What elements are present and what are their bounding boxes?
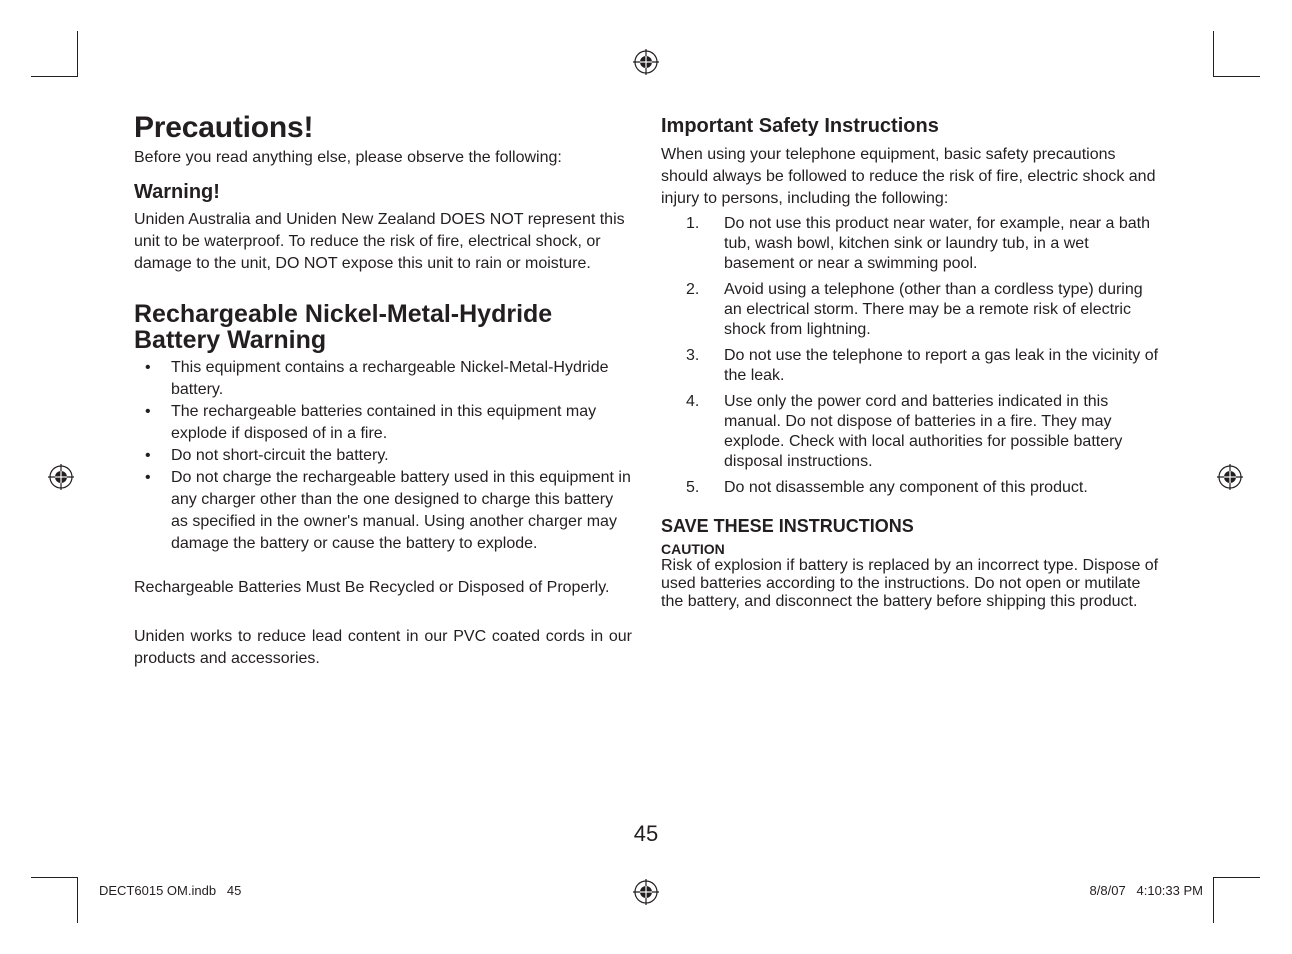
registration-mark-icon bbox=[633, 879, 659, 905]
item-number: 2. bbox=[686, 281, 700, 298]
crop-mark-top-right-vertical bbox=[1213, 31, 1214, 77]
bullet-text: This equipment contains a rechargeable Nickel-Metal-Hydride battery. bbox=[171, 359, 609, 398]
bullet-marker: • bbox=[145, 403, 151, 420]
list-item bbox=[661, 346, 1161, 386]
intro-text: Before you read anything else, please observe the following: bbox=[134, 149, 562, 166]
list-item bbox=[661, 280, 1161, 340]
bullet-marker: • bbox=[145, 469, 151, 486]
item-text: Use only the power cord and batteries indicated in this manual. Do not dispose of batteries in a fire. They may explode. Check with local authorities for possible battery disposal instructions. bbox=[724, 393, 1123, 470]
bullet-marker: • bbox=[145, 447, 151, 464]
registration-mark-icon bbox=[633, 49, 659, 75]
crop-mark-top-left-vertical bbox=[77, 31, 78, 77]
safety-numbered-list bbox=[661, 214, 1161, 498]
warning-heading: Warning! bbox=[134, 181, 220, 203]
item-number: 3. bbox=[686, 347, 700, 364]
warning-text: Uniden Australia and Uniden New Zealand DOES NOT represent this unit to be waterproof. To reduce the risk of fire, electrical shock, or damage to the unit, DO NOT expose this unit to rain or moisture. bbox=[134, 211, 625, 272]
list-item bbox=[134, 445, 632, 467]
page-number: 45 bbox=[633, 821, 659, 846]
item-text: Do not use the telephone to report a gas leak in the vicinity of the leak. bbox=[724, 347, 1159, 384]
bullet-marker: • bbox=[145, 359, 151, 376]
recycle-text: Rechargeable Batteries Must Be Recycled or Disposed of Properly. bbox=[134, 579, 610, 596]
item-text: Do not disassemble any component of this product. bbox=[724, 479, 1088, 496]
bullet-text: Do not charge the rechargeable battery used in this equipment in any charger other than the one designed to charge this battery as specified in the owner's manual. Using another charger may damage the battery or cause the battery to explode. bbox=[171, 469, 631, 552]
list-item bbox=[661, 214, 1161, 274]
crop-mark-top-left-horizontal bbox=[31, 76, 77, 77]
caution-heading: CAUTION bbox=[661, 541, 725, 557]
battery-heading-line-2: Battery Warning bbox=[134, 326, 327, 354]
crop-mark-bottom-right-vertical bbox=[1213, 877, 1214, 923]
list-item bbox=[661, 478, 1161, 498]
crop-mark-bottom-left-vertical bbox=[77, 877, 78, 923]
footer-timestamp: 8/8/07 4:10:33 PM bbox=[1089, 883, 1203, 898]
item-text: Avoid using a telephone (other than a cordless type) during an electrical storm. There may be a remote risk of electric shock from lightning. bbox=[724, 281, 1143, 338]
crop-mark-bottom-left-horizontal bbox=[31, 877, 77, 878]
item-number: 1. bbox=[686, 215, 700, 232]
safety-intro: When using your telephone equipment, basic safety precautions should always be followed to reduce the risk of fire, electric shock and injury to persons, including the following: bbox=[661, 146, 1156, 207]
battery-heading-line-1: Rechargeable Nickel-Metal-Hydride bbox=[134, 300, 553, 328]
list-item bbox=[661, 392, 1161, 472]
lead-content-text: Uniden works to reduce lead content in our PVC coated cords in our products and accessories. bbox=[134, 628, 632, 667]
registration-mark-icon bbox=[1217, 464, 1243, 490]
bullet-text: Do not short-circuit the battery. bbox=[171, 447, 389, 464]
list-item bbox=[134, 467, 632, 555]
list-item bbox=[134, 401, 632, 445]
save-instructions-heading: SAVE THESE INSTRUCTIONS bbox=[661, 516, 914, 536]
registration-mark-icon bbox=[48, 464, 74, 490]
caution-text: Risk of explosion if battery is replaced by an incorrect type. Dispose of used batteries according to the instructions. Do not open or mutilate the battery, and disconnect the battery before shipping this product. bbox=[661, 557, 1159, 610]
crop-mark-top-right-horizontal bbox=[1214, 76, 1260, 77]
left-column bbox=[134, 110, 632, 670]
safety-heading: Important Safety Instructions bbox=[661, 115, 939, 137]
list-item bbox=[134, 357, 632, 401]
footer-file-info: DECT6015 OM.indb 45 bbox=[99, 883, 242, 898]
battery-warning-heading bbox=[134, 301, 632, 353]
item-number: 5. bbox=[686, 479, 700, 496]
battery-bullet-list bbox=[134, 357, 632, 555]
item-number: 4. bbox=[686, 393, 700, 410]
page-title: Precautions! bbox=[134, 111, 314, 144]
crop-mark-bottom-right-horizontal bbox=[1214, 877, 1260, 878]
right-column bbox=[661, 112, 1161, 611]
item-text: Do not use this product near water, for example, near a bath tub, wash bowl, kitchen sink or laundry tub, in a wet basement or near a swimming pool. bbox=[724, 215, 1151, 272]
bullet-text: The rechargeable batteries contained in this equipment may explode if disposed of in a fire. bbox=[171, 403, 597, 442]
